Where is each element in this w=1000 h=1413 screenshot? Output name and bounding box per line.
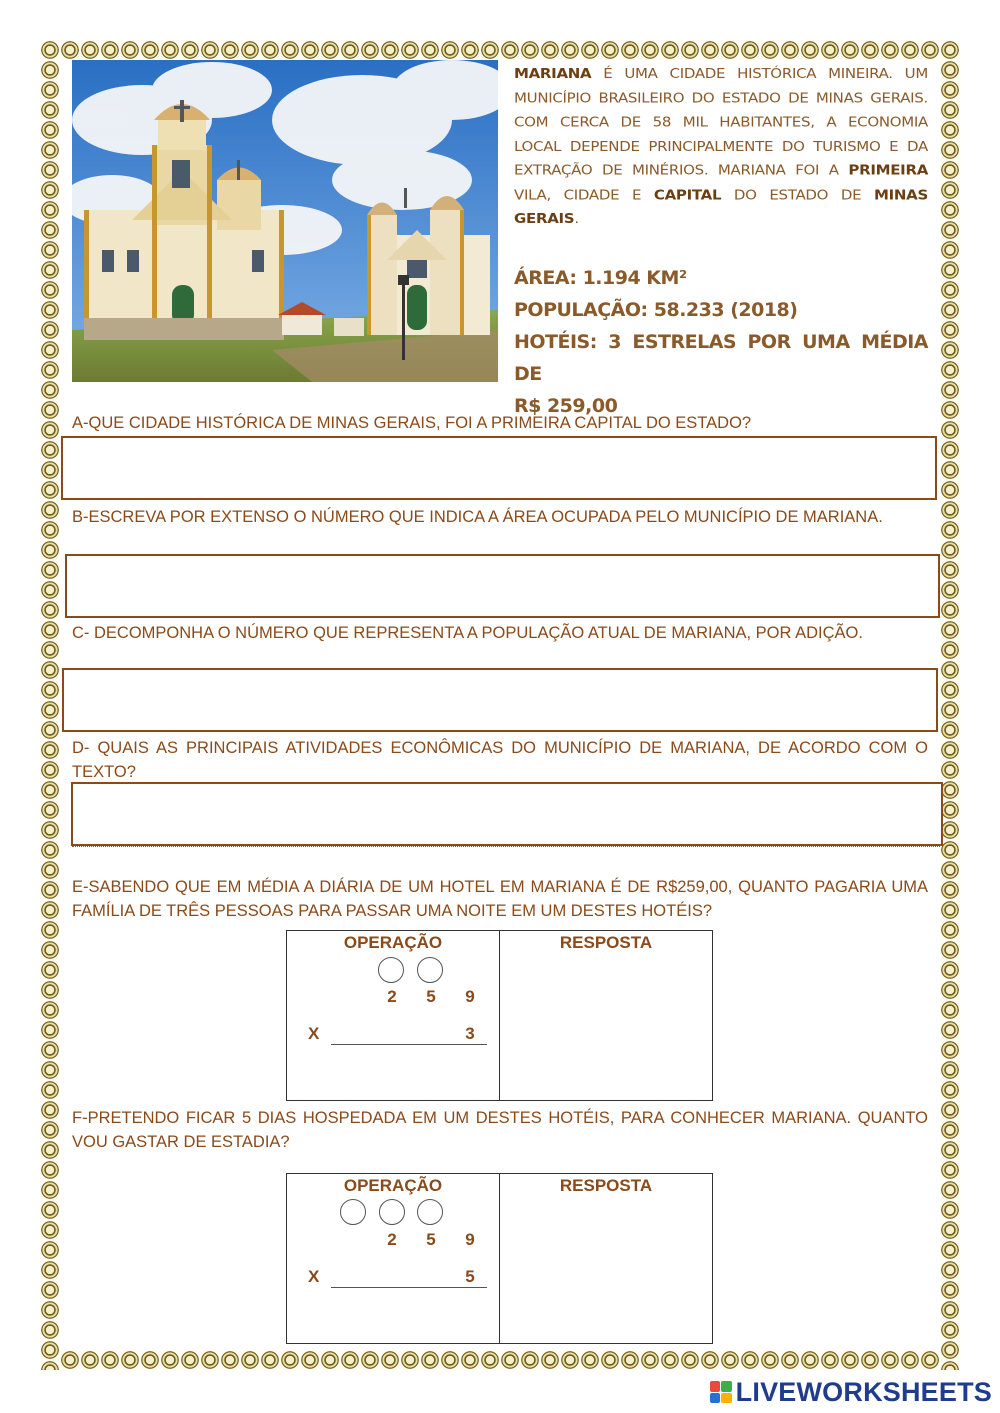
border-bottom	[40, 1350, 960, 1370]
intro-paragraph	[514, 62, 928, 232]
intro-city: MARIANA	[514, 65, 592, 82]
answer-label-f: RESPOSTA	[559, 1176, 653, 1195]
intro-text-3: DO ESTADO DE	[733, 186, 862, 203]
fact-hotels-line1: HOTÉIS: 3 ESTRELAS POR UMA MÉDIA DE	[514, 331, 928, 385]
carry-circle-e-1[interactable]	[378, 957, 404, 983]
digit-e-tens: 5	[426, 987, 436, 1006]
multiplier-f: 5	[465, 1267, 475, 1286]
church-photo	[72, 60, 498, 382]
border-top	[40, 40, 960, 60]
operation-label-f: OPERAÇÃO	[343, 1176, 443, 1195]
intro-capital: CAPITAL	[653, 186, 722, 203]
dotted-separator	[72, 846, 940, 847]
fact-population: POPULAÇÃO: 58.233 (2018)	[514, 299, 798, 321]
intro-first: PRIMEIRA	[848, 162, 929, 179]
digit-f-tens: 5	[426, 1230, 436, 1249]
operation-cell-e	[287, 931, 500, 1100]
logo-square-2	[721, 1381, 732, 1392]
multiplier-e: 3	[465, 1024, 475, 1043]
logo-square-3	[710, 1393, 721, 1404]
operation-underline-e	[331, 1044, 487, 1045]
question-e: E-SABENDO QUE EM MÉDIA A DIÁRIA DE UM HOTEL EM MARIANA É DE R$259,00, QUANTO PAGARIA UMA FAMÍLIA DE TRÊS PESSOAS PARA PASSAR UMA NOITE EM UM DESTES HOTÉIS?	[72, 878, 928, 920]
answer-cell-f[interactable]	[500, 1174, 712, 1343]
fact-area: ÁREA: 1.194 KM²	[514, 267, 687, 289]
intro-text-4: .	[574, 210, 579, 227]
answer-box-b[interactable]	[65, 554, 940, 618]
digit-e-units: 9	[465, 987, 475, 1006]
operation-table-f	[286, 1173, 713, 1344]
liveworksheets-logo-icon	[710, 1381, 732, 1403]
times-sign-f: X	[308, 1267, 320, 1286]
intro-text-2: VILA, CIDADE E	[514, 186, 642, 203]
operation-label-e: OPERAÇÃO	[343, 933, 443, 952]
question-b: B-ESCREVA POR EXTENSO O NÚMERO QUE INDICA A ÁREA OCUPADA PELO MUNICÍPIO DE MARIANA.	[72, 508, 883, 526]
operation-underline-f	[331, 1287, 487, 1288]
intro-text-1: É UMA CIDADE HISTÓRICA MINEIRA. UM MUNICÍPIO BRASILEIRO DO ESTADO DE MINAS GERAIS. COM CERCA DE 58 MIL HABITANTES, A ECONOMIA LOCAL DEPENDE PRINCIPALMENTE DO TURISMO E DA EXTRAÇÃO DE MINÉRIOS. MARIANA FOI A	[514, 65, 929, 179]
times-sign-e: X	[308, 1024, 320, 1043]
logo-square-4	[721, 1393, 732, 1404]
digit-f-units: 9	[465, 1230, 475, 1249]
border-right	[940, 40, 960, 1370]
facts-block	[514, 262, 928, 422]
carry-circle-f-1[interactable]	[340, 1199, 366, 1225]
carry-circle-f-2[interactable]	[379, 1199, 405, 1225]
answer-box-d[interactable]	[71, 782, 943, 846]
answer-cell-e[interactable]	[500, 931, 712, 1100]
question-d: D- QUAIS AS PRINCIPAIS ATIVIDADES ECONÔMICAS DO MUNICÍPIO DE MARIANA, DE ACORDO COM O TEXTO?	[72, 739, 928, 781]
carry-circle-f-3[interactable]	[417, 1199, 443, 1225]
answer-label-e: RESPOSTA	[559, 933, 653, 952]
liveworksheets-logo	[710, 1377, 992, 1407]
border-left	[40, 40, 60, 1370]
liveworksheets-logo-text: LIVEWORKSHEETS	[735, 1376, 992, 1407]
intro-state: MINAS GERAIS	[514, 186, 928, 227]
digit-e-hundreds: 2	[387, 987, 397, 1006]
logo-square-1	[710, 1381, 721, 1392]
question-c: C- DECOMPONHA O NÚMERO QUE REPRESENTA A POPULAÇÃO ATUAL DE MARIANA, POR ADIÇÃO.	[72, 624, 863, 642]
answer-box-a[interactable]	[61, 436, 937, 500]
question-f: F-PRETENDO FICAR 5 DIAS HOSPEDADA EM UM DESTES HOTÉIS, PARA CONHECER MARIANA. QUANTO VOU GASTAR DE ESTADIA?	[72, 1109, 928, 1151]
digit-f-hundreds: 2	[387, 1230, 397, 1249]
fact-hotels-line2: R$ 259,00	[514, 395, 618, 417]
carry-circle-e-2[interactable]	[417, 957, 443, 983]
operation-cell-f	[287, 1174, 500, 1343]
question-a: A-QUE CIDADE HISTÓRICA DE MINAS GERAIS, FOI A PRIMEIRA CAPITAL DO ESTADO?	[72, 414, 752, 432]
operation-table-e	[286, 930, 713, 1101]
answer-box-c[interactable]	[62, 668, 938, 732]
